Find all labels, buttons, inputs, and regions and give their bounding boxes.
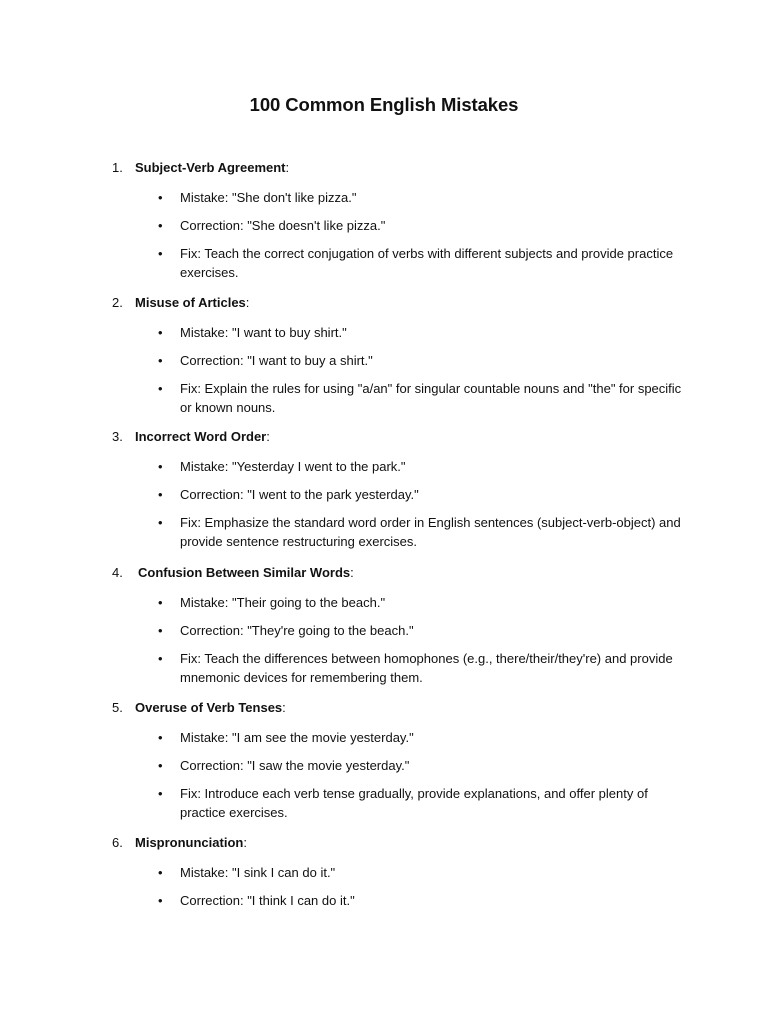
fix-item: [112, 379, 682, 417]
correction-text: Correction: "They're going to the beach.": [180, 623, 414, 638]
section-colon: :: [243, 835, 247, 850]
correction-text: Correction: "I want to buy a shirt.": [180, 353, 373, 368]
bullet-list: [112, 457, 682, 551]
correction-item: [112, 216, 682, 235]
correction-item: [112, 485, 682, 504]
section-heading: [112, 159, 682, 179]
bullet-icon: •: [158, 730, 163, 745]
section-heading: [112, 834, 682, 854]
document-title: 100 Common English Mistakes: [249, 94, 519, 115]
section-heading: [112, 428, 682, 448]
mistake-item: [112, 323, 682, 342]
correction-text: Correction: "I think I can do it.": [180, 893, 355, 908]
fix-text: Fix: Emphasize the standard word order in English sentences (subject-verb-object) and provide sentence restructuring exercises.: [180, 515, 681, 549]
bullet-icon: •: [158, 487, 163, 502]
mistake-item: [112, 457, 682, 476]
bullet-icon: •: [158, 651, 163, 666]
section-colon: :: [266, 429, 270, 444]
bullet-icon: •: [158, 893, 163, 908]
fix-item: [112, 649, 682, 687]
section-label: Incorrect Word Order: [135, 429, 267, 444]
section-colon: :: [285, 160, 290, 175]
fix-text: Fix: Teach the differences between homophones (e.g., there/their/they're) and provide mnemonic devices for remembering them.: [180, 651, 673, 685]
bullet-list: [112, 188, 682, 282]
mistake-text: Mistake: "Yesterday I went to the park.": [180, 459, 406, 474]
section-number: 2.: [112, 295, 123, 310]
section-label: Subject-Verb Agreement: [135, 160, 286, 175]
section-number: 6.: [112, 835, 123, 850]
mistake-section-1: [112, 159, 682, 282]
mistake-item: [112, 728, 682, 747]
correction-text: Correction: "I saw the movie yesterday.": [180, 758, 410, 773]
fix-text: Fix: Introduce each verb tense gradually, provide explanations, and offer plenty of practice exercises.: [180, 786, 648, 820]
bullet-icon: •: [158, 595, 163, 610]
section-heading: [112, 699, 682, 719]
section-number: 4.: [112, 565, 123, 580]
section-colon: :: [350, 565, 354, 580]
fix-item: [112, 784, 682, 822]
section-label: Overuse of Verb Tenses: [135, 700, 283, 715]
mistake-section-4: [112, 564, 682, 687]
bullet-list: [112, 323, 682, 417]
correction-text: Correction: "I went to the park yesterday.": [180, 487, 419, 502]
fix-item: [112, 513, 682, 551]
correction-text: Correction: "She doesn't like pizza.": [180, 218, 386, 233]
mistake-item: [112, 593, 682, 612]
bullet-list: [112, 863, 682, 910]
correction-item: [112, 756, 682, 775]
bullet-icon: •: [158, 865, 163, 880]
correction-item: [112, 351, 682, 370]
bullet-icon: •: [158, 218, 163, 233]
mistake-text: Mistake: "I want to buy shirt.": [180, 325, 347, 340]
fix-item: [112, 244, 682, 282]
section-label: Misuse of Articles: [135, 295, 246, 310]
mistake-section-6: [112, 834, 682, 910]
bullet-icon: •: [158, 353, 163, 368]
bullet-icon: •: [158, 381, 163, 396]
bullet-icon: •: [158, 623, 163, 638]
bullet-icon: •: [158, 515, 163, 530]
section-heading: [112, 564, 682, 584]
bullet-list: [112, 593, 682, 687]
bullet-icon: •: [158, 786, 163, 801]
correction-item: [112, 621, 682, 640]
mistake-section-2: [112, 294, 682, 417]
section-heading: [112, 294, 682, 314]
mistake-section-3: [112, 428, 682, 551]
correction-item: [112, 891, 682, 910]
section-label: Confusion Between Similar Words: [138, 565, 351, 580]
section-colon: :: [282, 700, 286, 715]
fix-text: Fix: Teach the correct conjugation of verbs with different subjects and provide practice exercises.: [180, 246, 674, 280]
bullet-icon: •: [158, 190, 163, 205]
section-colon: :: [245, 295, 250, 310]
mistake-item: [112, 188, 682, 207]
section-label: Mispronunciation: [135, 835, 244, 850]
mistake-text: Mistake: "I sink I can do it.": [180, 865, 336, 880]
mistake-text: Mistake: "She don't like pizza.": [180, 190, 357, 205]
bullet-icon: •: [158, 459, 163, 474]
mistake-item: [112, 863, 682, 882]
mistake-text: Mistake: "Their going to the beach.": [180, 595, 386, 610]
bullet-list: [112, 728, 682, 822]
bullet-icon: •: [158, 325, 163, 340]
section-number: 5.: [112, 700, 123, 715]
section-number: 3.: [112, 429, 123, 444]
section-number: 1.: [112, 160, 123, 175]
bullet-icon: •: [158, 246, 163, 261]
bullet-icon: •: [158, 758, 163, 773]
mistake-text: Mistake: "I am see the movie yesterday.": [180, 730, 414, 745]
fix-text: Fix: Explain the rules for using "a/an" for singular countable nouns and "the" for specific or known nouns.: [180, 381, 682, 415]
mistake-section-5: [112, 699, 682, 822]
